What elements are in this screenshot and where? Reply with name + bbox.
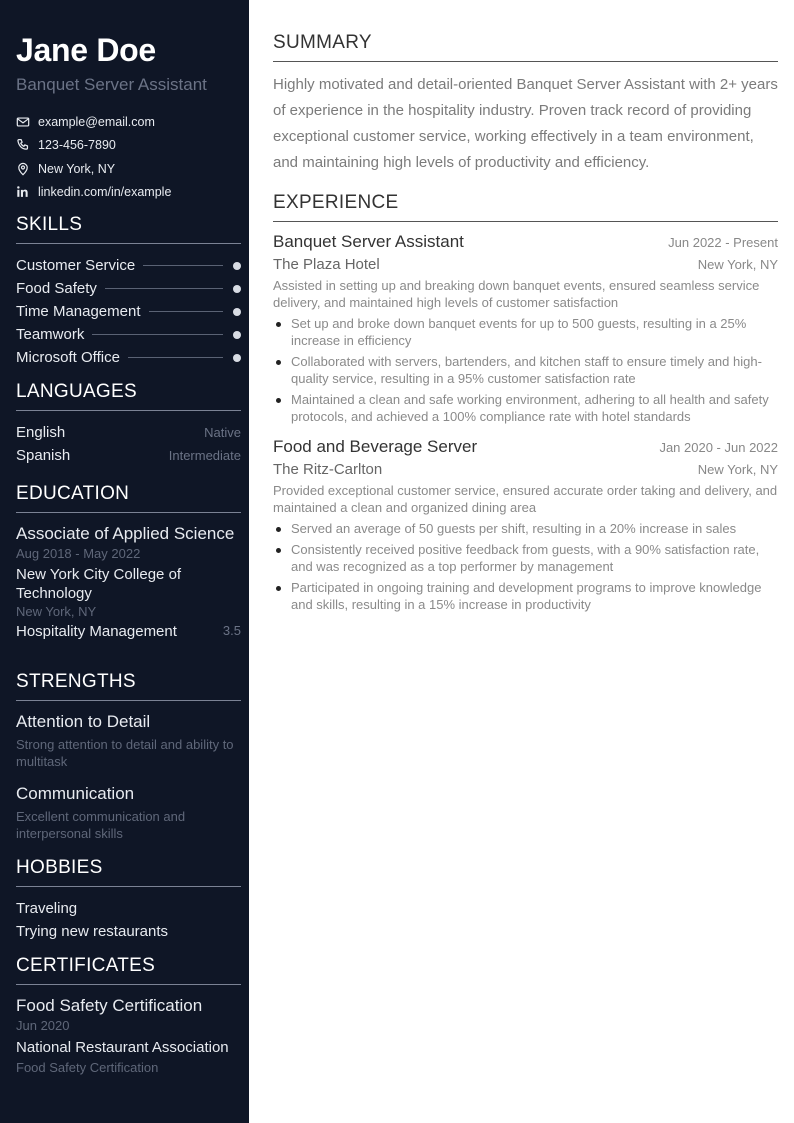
skill-dot-icon (233, 262, 241, 270)
job-subheader (273, 461, 778, 478)
contact-location (16, 157, 241, 181)
job-bullet: Collaborated with servers, bartenders, and kitchen staff to ensure timely and high-quality service, resulting in a 95% customer satisfaction rate (273, 353, 778, 387)
candidate-name: Jane Doe (16, 32, 156, 68)
education-major-row (16, 623, 241, 640)
certificates-section (16, 955, 241, 1076)
contact-linkedin-text: linkedin.com/in/example (38, 185, 172, 200)
education-gpa: 3.5 (222, 623, 241, 638)
education-dates: Aug 2018 - May 2022 (16, 546, 141, 561)
hobby-item: Traveling (16, 900, 78, 917)
candidate-role: Banquet Server Assistant (16, 75, 207, 94)
hobbies-section (16, 857, 241, 943)
main-content (249, 0, 794, 1123)
contact-list (16, 110, 241, 204)
education-school: New York City College of Technology (16, 566, 182, 602)
job-company: The Ritz-Carlton (273, 461, 383, 478)
skill-line (92, 334, 223, 335)
strength-title: Attention to Detail (16, 712, 151, 731)
skill-item (16, 300, 241, 323)
contact-email-text: example@email.com (38, 114, 155, 129)
certificate-description: Food Safety Certification (16, 1060, 159, 1075)
experience-heading: EXPERIENCE (273, 192, 778, 222)
job-subheader (273, 256, 778, 273)
contact-linkedin[interactable] (16, 181, 241, 205)
language-level: Native (204, 425, 241, 440)
contact-email[interactable] (16, 110, 241, 134)
job-dates: Jan 2020 - Jun 2022 (659, 440, 778, 455)
job-entry (273, 437, 778, 613)
languages-section (16, 381, 241, 467)
job-bullet: Set up and broke down banquet events for up to 500 guests, resulting in a 25% increase in efficiency (273, 315, 778, 349)
contact-phone[interactable] (16, 134, 241, 158)
education-major: Hospitality Management (16, 623, 177, 640)
language-level: Intermediate (168, 448, 241, 463)
skill-dot-icon (233, 308, 241, 316)
certificates-heading: CERTIFICATES (16, 955, 241, 985)
skill-line (128, 357, 223, 358)
languages-heading: LANGUAGES (16, 381, 241, 411)
job-bullet: Maintained a clean and safe working environment, adhering to all health and safety protocols, and achieved a 100% compliance rate with hotel standards (273, 391, 778, 425)
certificate-title: Food Safety Certification (16, 996, 203, 1015)
job-title: Banquet Server Assistant (273, 232, 464, 251)
skill-label: Food Safety (16, 280, 97, 297)
job-title: Food and Beverage Server (273, 437, 478, 456)
job-bullet: Served an average of 50 guests per shift, resulting in a 20% increase in sales (273, 520, 778, 537)
job-company: The Plaza Hotel (273, 256, 380, 273)
strength-description: Excellent communication and interpersonal skills (16, 809, 186, 841)
job-description: Assisted in setting up and breaking down banquet events, ensured seamless service delivery, and maintained high levels of customer satisfaction (273, 278, 760, 310)
skills-heading: SKILLS (16, 214, 241, 244)
strengths-heading: STRENGTHS (16, 671, 241, 701)
job-location: New York, NY (697, 257, 778, 272)
education-section (16, 483, 241, 640)
language-item (16, 444, 241, 467)
job-bullets (273, 315, 778, 425)
phone-icon (16, 138, 30, 152)
hobby-item: Trying new restaurants (16, 923, 169, 940)
strength-title: Communication (16, 784, 135, 803)
strengths-section (16, 671, 241, 842)
skill-line (149, 311, 224, 312)
hobbies-heading: HOBBIES (16, 857, 241, 887)
job-location: New York, NY (697, 462, 778, 477)
skill-item (16, 254, 241, 277)
skill-line (105, 288, 223, 289)
skill-dot-icon (233, 331, 241, 339)
job-bullet: Participated in ongoing training and development programs to improve knowledge and skills, resulting in a 15% increase in productivity (273, 579, 778, 613)
skill-label: Customer Service (16, 257, 136, 274)
education-heading: EDUCATION (16, 483, 241, 513)
job-dates: Jun 2022 - Present (668, 235, 778, 250)
skill-dot-icon (233, 354, 241, 362)
contact-location-text: New York, NY (38, 161, 116, 176)
education-degree: Associate of Applied Science (16, 524, 235, 543)
contact-phone-text: 123-456-7890 (38, 138, 116, 153)
job-entry (273, 232, 778, 425)
job-header (273, 232, 778, 252)
location-pin-icon (16, 162, 30, 176)
skill-label: Teamwork (16, 326, 85, 343)
skill-label: Time Management (16, 303, 141, 320)
skills-section (16, 214, 241, 369)
sidebar (0, 0, 249, 1123)
job-description: Provided exceptional customer service, ensured accurate order taking and delivery, and maintained a clean and organized dining area (273, 483, 778, 515)
language-item (16, 421, 241, 444)
education-location: New York, NY (16, 604, 97, 619)
summary-heading: SUMMARY (273, 32, 778, 62)
skill-item (16, 346, 241, 369)
job-bullet: Consistently received positive feedback from guests, with a 90% satisfaction rate, and was recognized as a top performer by management (273, 541, 778, 575)
skill-line (143, 265, 223, 266)
certificate-issuer: National Restaurant Association (16, 1039, 229, 1056)
email-icon (16, 115, 30, 129)
certificate-date: Jun 2020 (16, 1018, 70, 1033)
strength-description: Strong attention to detail and ability to multitask (16, 737, 234, 769)
job-header (273, 437, 778, 457)
language-name: Spanish (16, 447, 71, 464)
skill-label: Microsoft Office (16, 349, 120, 366)
experience-section (273, 192, 778, 617)
skill-item (16, 323, 241, 346)
summary-section (273, 32, 778, 176)
summary-text: Highly motivated and detail-oriented Banquet Server Assistant with 2+ years of experience in the hospitality industry. Proven track record of providing exceptional customer service, working effectively in a team environment, and maintaining high levels of productivity and efficiency. (273, 76, 778, 171)
language-name: English (16, 424, 66, 441)
linkedin-icon (16, 185, 30, 199)
skill-dot-icon (233, 285, 241, 293)
job-bullets (273, 520, 778, 613)
skill-item (16, 277, 241, 300)
